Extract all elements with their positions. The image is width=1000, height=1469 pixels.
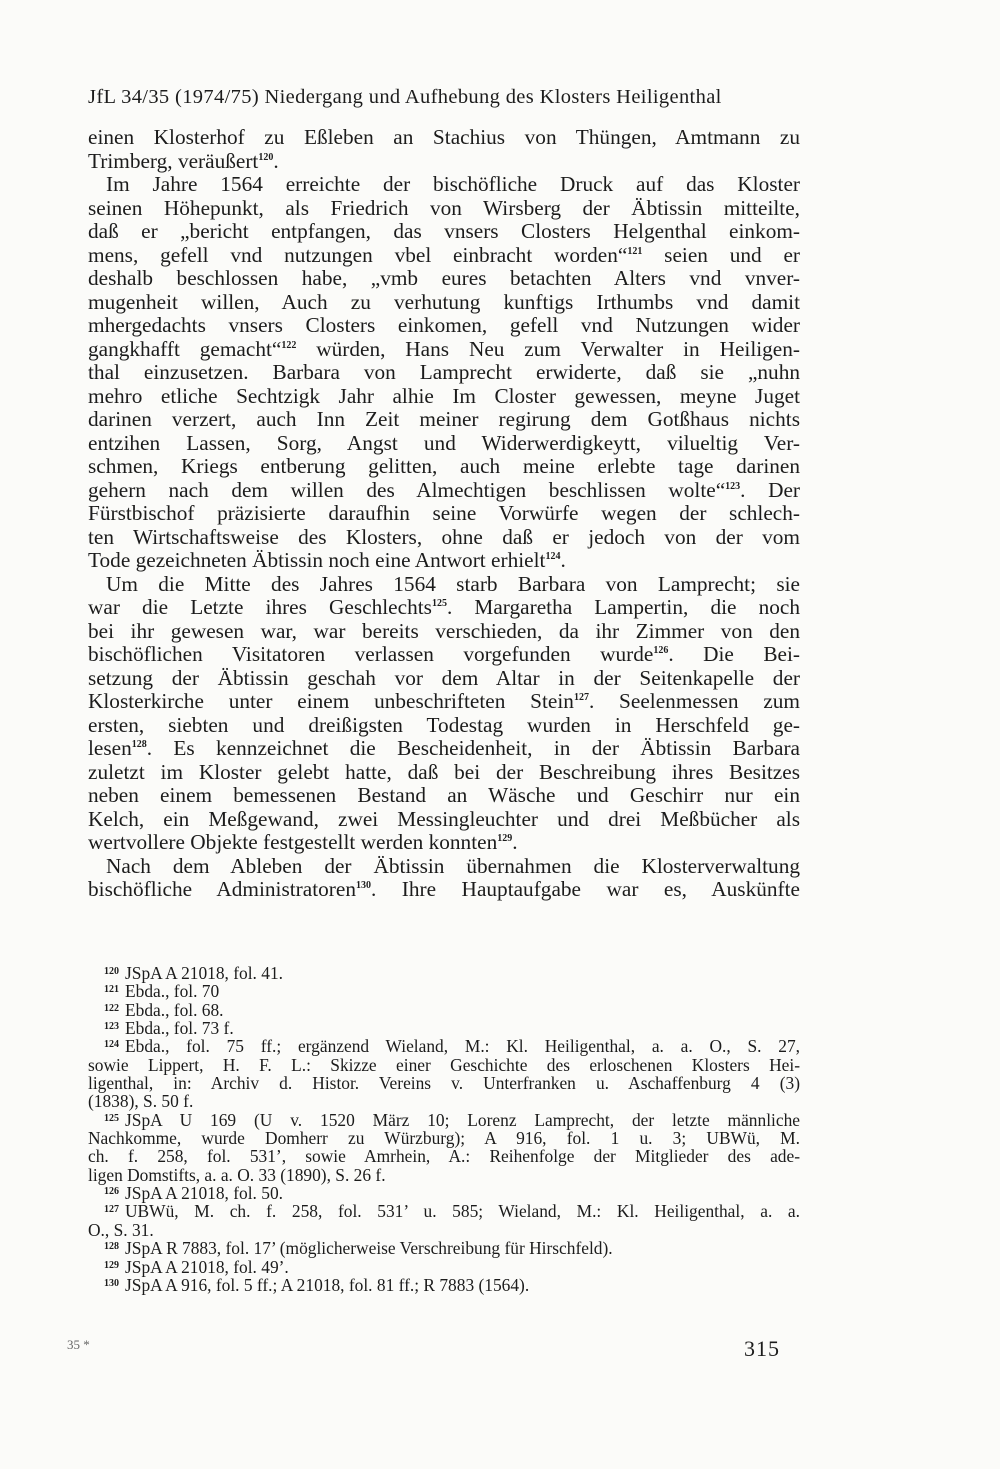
text-line: seinen Höhepunkt, als Friedrich von Wirsberg der Äbtissin mitteilte, — [88, 195, 800, 220]
text-line: war die Letzte ihres Geschlechts$^{125}$. Margaretha Lampertin, die noch — [88, 595, 800, 619]
footnote-ref: 122 — [281, 339, 297, 351]
footnote-line: $^{120}$ JSpA A 21018, fol. 41. — [104, 963, 283, 983]
text-line: wertvollere Objekte festgestellt werden konnten$^{129}$. — [88, 830, 518, 854]
text-line: lesen$^{128}$. Es kennzeichnet die Bescheidenheit, in der Äbtissin Barbara — [88, 736, 800, 760]
text-line: mhergedachts vnsers Closters einkomen, gefell vnd Nutzungen wider — [88, 313, 800, 337]
text-line: mugenheit willen, Auch zu verhutung kunftigs Irthumbs vnd damit — [88, 289, 800, 314]
footnote-ref: 120 — [258, 151, 274, 163]
text-line: ten Wirtschaftsweise des Klosters, ohne daß er jedoch von der vom — [88, 524, 800, 549]
footnote-line: $^{121}$ Ebda., fol. 70 — [104, 981, 220, 1002]
footnote-ref: 123 — [725, 480, 741, 492]
footnote-line: $^{123}$ Ebda., fol. 73 f. — [104, 1018, 234, 1039]
text-line: bischöfliche Administratoren$^{130}$. Ihre Hauptaufgabe war es, Auskünfte — [88, 877, 800, 901]
text-line: Um die Mitte des Jahres 1564 starb Barbara von Lamprecht; sie — [106, 571, 800, 596]
footnote-line: $^{125}$ JSpA U 169 (U v. 1520 März 10; Lorenz Lamprecht, der letzte männliche — [104, 1109, 800, 1130]
text-line: Fürstbischof präzisierte daraufhin seine Vorwürfe wegen der schlech- — [88, 501, 800, 525]
footnote-line: $^{130}$ JSpA A 916, fol. 5 ff.; A 21018, fol. 81 ff.; R 7883 (1564). — [104, 1274, 530, 1295]
text-line: einen Klosterhof zu Eßleben an Stachius von Thüngen, Amtmann zu — [88, 125, 800, 149]
text-line: deshalb beschlossen habe, „vmb eures betachten Alters vnd vnver- — [88, 266, 800, 290]
text-line: Trimberg, veräußert$^{120}$. — [88, 148, 279, 173]
footnote-ref: 124 — [545, 551, 561, 562]
text-line: thal einzusetzen. Barbara von Lamprecht erwiderte, daß sie „nuhn — [88, 360, 800, 384]
text-line: neben einem bemessenen Bestand an Wäsche und Geschirr nur ein — [88, 783, 800, 807]
signature-mark: 35 * — [67, 1337, 90, 1352]
footnote-ref: 126 — [653, 645, 669, 656]
footnote-ref: 125 — [431, 598, 447, 609]
footnote-line: $^{126}$ JSpA A 21018, fol. 50. — [104, 1183, 283, 1204]
footnote-line: (1838), S. 50 f. — [88, 1091, 194, 1112]
footnote-line: $^{129}$ JSpA A 21018, fol. 49’. — [104, 1256, 289, 1277]
text-line: Klosterkirche unter einem unbeschrifteten Stein$^{127}$. Seelenmessen zum — [88, 689, 800, 713]
footnote-line: sowie Lippert, H. F. L.: Skizze einer Geschichte des erloschenen Klosters Hei- — [88, 1054, 800, 1075]
text-line: zuletzt im Kloster gelebt hatte, daß bei der Beschreibung ihres Besitzes — [88, 759, 800, 784]
footnote-ref: 130 — [355, 880, 371, 891]
text-line: darinen verzert, auch Inn Zeit meiner regirung dem Gotßhaus nichts — [88, 407, 800, 431]
text-line: schmen, Kriegs entberung gelitten, auch meine erlebte tage darinen — [88, 454, 800, 478]
footnote-ref: 127 — [573, 692, 589, 703]
text-line: daß er „bericht entpfangen, das vnsers Closters Helgenthal einkom- — [88, 219, 800, 243]
body-text — [88, 126, 800, 902]
footnote-line: ligenthal, in: Archiv d. Histor. Vereins v. Unterfranken u. Aschaffenburg 4 (3) — [88, 1073, 800, 1094]
text-line: bei ihr gewesen war, war bereits verschieden, da ihr Zimmer von den — [88, 618, 800, 643]
running-header: JfL 34/35 (1974/75) Niedergang und Aufhebung des Klosters Heiligenthal — [88, 86, 722, 108]
page-number: 315 — [744, 1336, 780, 1361]
footnote-line: ch. f. 258, fol. 531’, sowie Amrhein, A.: Reihenfolge der Mitglieder des ade- — [88, 1146, 800, 1167]
footnote-ref: 121 — [627, 245, 643, 257]
text-line: setzung der Äbtissin geschah vor dem Altar in der Seitenkapelle der — [88, 665, 800, 690]
footnote-line: $^{122}$ Ebda., fol. 68. — [104, 999, 224, 1020]
footnote-line: ligen Domstifts, a. a. O. 33 (1890), S. 26 f. — [88, 1164, 386, 1185]
text-line: mehro etliche Sechtzigk Jahr alhie Im Closter gewessen, meyne Juget — [88, 383, 800, 408]
footnote-line: O., S. 31. — [88, 1219, 154, 1240]
text-line: ersten, siebten und dreißigsten Todestag wurden in Herschfeld ge- — [88, 712, 800, 737]
footnote-line: $^{128}$ JSpA R 7883, fol. 17’ (möglicherweise Verschreibung für Hirschfeld). — [104, 1238, 613, 1259]
footnotes — [88, 964, 800, 1294]
text-line: Im Jahre 1564 erreichte der bischöfliche Druck auf das Kloster — [106, 172, 800, 196]
text-line: mens, gefell vnd nutzungen vbel einbracht worden“$^{121}$ seien und er — [88, 242, 800, 267]
footnote-ref: 129 — [497, 833, 513, 844]
footnote-ref: 128 — [131, 739, 147, 750]
text-line: Nach dem Ableben der Äbtissin übernahmen die Klosterverwaltung — [106, 853, 800, 878]
footnote-line: $^{124}$ Ebda., fol. 75 ff.; ergänzend Wieland, M.: Kl. Heiligenthal, a. a. O., S. 27, — [104, 1036, 800, 1057]
text-line: Kelch, ein Meßgewand, zwei Messingleuchter und drei Meßbücher als — [88, 806, 800, 831]
footnote-line: $^{127}$ UBWü, M. ch. f. 258, fol. 531’ u. 585; Wieland, M.: Kl. Heiligenthal, a. a. — [104, 1201, 800, 1222]
text-line: Tode gezeichneten Äbtissin noch eine Antwort erhielt$^{124}$. — [88, 548, 566, 572]
text-line: bischöflichen Visitatoren verlassen vorgefunden wurde$^{126}$. Die Bei- — [88, 642, 801, 666]
footnote-line: Nachkomme, wurde Domherr zu Würzburg); A 916, fol. 1 u. 3; UBWü, M. — [88, 1128, 800, 1149]
text-line: gangkhafft gemacht“$^{122}$ würden, Hans Neu zum Verwalter in Heiligen- — [88, 336, 801, 361]
text-line: gehern nach dem willen des Almechtigen beschlissen wolte“$^{123}$. Der — [88, 477, 800, 502]
text-line: entzihen Lassen, Sorg, Angst und Widerwerdigkeytt, vilueltig Ver- — [88, 430, 800, 455]
